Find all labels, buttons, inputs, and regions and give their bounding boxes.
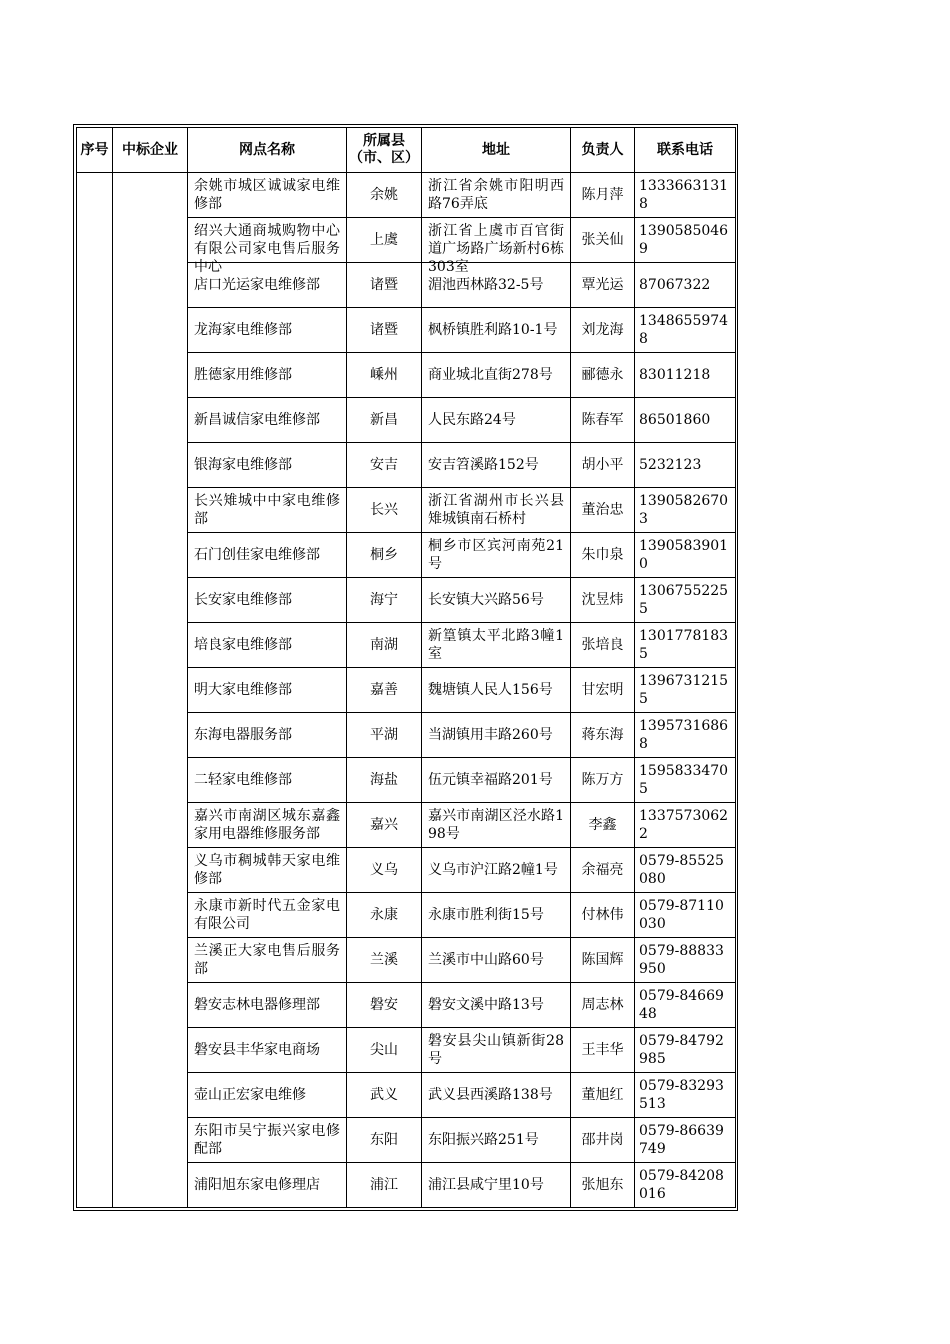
header-manager: 负责人 [571,128,635,173]
header-company: 中标企业 [113,128,188,173]
manager-cell: 张旭东 [571,1163,635,1208]
address-cell: 人民东路24号 [422,398,571,443]
header-phone: 联系电话 [635,128,736,173]
manager-cell: 邵井岗 [571,1118,635,1163]
address-cell: 浙江省余姚市阳明西路76弄底 [422,173,571,218]
manager-cell: 沈昱炜 [571,578,635,623]
manager-cell: 甘宏明 [571,668,635,713]
county-cell: 诸暨 [347,308,422,353]
address-cell: 嘉兴市南湖区泾水路198号 [422,803,571,848]
manager-cell: 覃光运 [571,263,635,308]
manager-cell: 张关仙 [571,218,635,263]
manager-cell: 董治忠 [571,488,635,533]
phone-cell: 0579-87110030 [635,893,736,938]
address-cell: 伍元镇幸福路201号 [422,758,571,803]
outlet-name-cell: 明大家电维修部 [188,668,347,713]
county-cell: 东阳 [347,1118,422,1163]
phone-cell: 13905850469 [635,218,736,263]
phone-cell: 13336631318 [635,173,736,218]
manager-cell: 胡小平 [571,443,635,488]
outlet-name-cell: 兰溪正大家电售后服务部 [188,938,347,983]
outlet-name-cell: 余姚市城区诚诚家电维修部 [188,173,347,218]
manager-cell: 陈春军 [571,398,635,443]
outlet-name-cell: 东阳市吴宁振兴家电修配部 [188,1118,347,1163]
address-cell: 浦江县咸宁里10号 [422,1163,571,1208]
manager-cell: 朱巾泉 [571,533,635,578]
manager-cell: 王丰华 [571,1028,635,1073]
header-index: 序号 [77,128,113,173]
address-cell: 武义县西溪路138号 [422,1073,571,1118]
address-cell: 安吉笤溪路152号 [422,443,571,488]
phone-cell: 15958334705 [635,758,736,803]
outlet-name-cell: 店口光运家电维修部 [188,263,347,308]
manager-cell: 陈万方 [571,758,635,803]
county-cell: 永康 [347,893,422,938]
phone-cell: 13957316868 [635,713,736,758]
manager-cell: 张培良 [571,623,635,668]
outlet-name-cell: 永康市新时代五金家电有限公司 [188,893,347,938]
phone-cell: 83011218 [635,353,736,398]
manager-cell: 陈月萍 [571,173,635,218]
county-cell: 安吉 [347,443,422,488]
phone-cell: 13905839010 [635,533,736,578]
outlet-name-cell: 东海电器服务部 [188,713,347,758]
county-cell: 余姚 [347,173,422,218]
phone-cell: 13067552255 [635,578,736,623]
county-cell: 桐乡 [347,533,422,578]
address-cell: 桐乡市区宾河南苑21号 [422,533,571,578]
outlet-name-cell: 壶山正宏家电维修 [188,1073,347,1118]
phone-cell: 13486559748 [635,308,736,353]
address-cell: 当湖镇用丰路260号 [422,713,571,758]
phone-cell: 0579-8466948 [635,983,736,1028]
phone-cell: 0579-84208016 [635,1163,736,1208]
address-cell: 商业城北直街278号 [422,353,571,398]
county-cell: 武义 [347,1073,422,1118]
phone-cell: 0579-84792985 [635,1028,736,1073]
county-cell: 尖山 [347,1028,422,1073]
manager-cell: 陈国辉 [571,938,635,983]
table-frame [73,124,738,1211]
header-outlet-name: 网点名称 [188,128,347,173]
address-cell: 义乌市沪江路2幢1号 [422,848,571,893]
address-cell: 长安镇大兴路56号 [422,578,571,623]
county-cell: 平湖 [347,713,422,758]
phone-cell: 0579-88833950 [635,938,736,983]
outlet-name-cell: 磐安志林电器修理部 [188,983,347,1028]
outlet-name-cell: 长兴雉城中中家电维修部 [188,488,347,533]
phone-cell: 13017781835 [635,623,736,668]
county-cell: 嘉兴 [347,803,422,848]
outlet-name-cell: 磐安县丰华家电商场 [188,1028,347,1073]
address-cell: 新篁镇太平北路3幢1室 [422,623,571,668]
county-cell: 磐安 [347,983,422,1028]
index-cell [77,173,113,1208]
address-cell: 磐安文溪中路13号 [422,983,571,1028]
manager-cell: 余福亮 [571,848,635,893]
manager-cell: 付林伟 [571,893,635,938]
county-cell: 长兴 [347,488,422,533]
outlet-name-cell: 浦阳旭东家电修理店 [188,1163,347,1208]
manager-cell: 李鑫 [571,803,635,848]
address-cell: 浙江省湖州市长兴县雉城镇南石桥村 [422,488,571,533]
outlet-name-cell: 嘉兴市南湖区城东嘉鑫家用电器维修服务部 [188,803,347,848]
address-cell: 东阳振兴路251号 [422,1118,571,1163]
table-row [77,173,736,218]
manager-cell: 董旭红 [571,1073,635,1118]
manager-cell: 蒋东海 [571,713,635,758]
address-cell: 魏塘镇人民人156号 [422,668,571,713]
county-cell: 嵊州 [347,353,422,398]
outlet-name-cell: 绍兴大通商城购物中心有限公司家电售后服务中心 [188,218,347,263]
outlet-name-cell: 义乌市稠城韩天家电维修部 [188,848,347,893]
county-cell: 新昌 [347,398,422,443]
phone-cell: 0579-83293513 [635,1073,736,1118]
phone-cell: 13967312155 [635,668,736,713]
address-cell: 兰溪市中山路60号 [422,938,571,983]
phone-cell: 0579-86639749 [635,1118,736,1163]
phone-cell: 5232123 [635,443,736,488]
address-cell: 湄池西林路32-5号 [422,263,571,308]
outlet-name-cell: 二轻家电维修部 [188,758,347,803]
county-cell: 海盐 [347,758,422,803]
address-cell: 浙江省上虞市百官街道广场路广场新村6栋303室 [422,218,571,263]
company-cell [113,173,188,1208]
phone-cell: 13375730622 [635,803,736,848]
county-cell: 诸暨 [347,263,422,308]
outlet-name-cell: 龙海家电维修部 [188,308,347,353]
county-cell: 上虞 [347,218,422,263]
header-address: 地址 [422,128,571,173]
outlet-name-cell: 培良家电维修部 [188,623,347,668]
county-cell: 兰溪 [347,938,422,983]
outlet-name-cell: 石门创佳家电维修部 [188,533,347,578]
service-outlet-table [76,127,736,1208]
header-county: 所属县（市、区） [347,128,422,173]
county-cell: 义乌 [347,848,422,893]
manager-cell: 周志林 [571,983,635,1028]
outlet-name-cell: 新昌诚信家电维修部 [188,398,347,443]
phone-cell: 86501860 [635,398,736,443]
manager-cell: 郦德永 [571,353,635,398]
county-cell: 海宁 [347,578,422,623]
county-cell: 南湖 [347,623,422,668]
address-cell: 枫桥镇胜利路10-1号 [422,308,571,353]
phone-cell: 13905826703 [635,488,736,533]
address-cell: 永康市胜利街15号 [422,893,571,938]
header-row [77,128,736,173]
county-cell: 浦江 [347,1163,422,1208]
manager-cell: 刘龙海 [571,308,635,353]
phone-cell: 0579-85525080 [635,848,736,893]
phone-cell: 87067322 [635,263,736,308]
outlet-name-cell: 银海家电维修部 [188,443,347,488]
outlet-name-cell: 长安家电维修部 [188,578,347,623]
county-cell: 嘉善 [347,668,422,713]
outlet-name-cell: 胜德家用维修部 [188,353,347,398]
address-cell: 磐安县尖山镇新街28号 [422,1028,571,1073]
